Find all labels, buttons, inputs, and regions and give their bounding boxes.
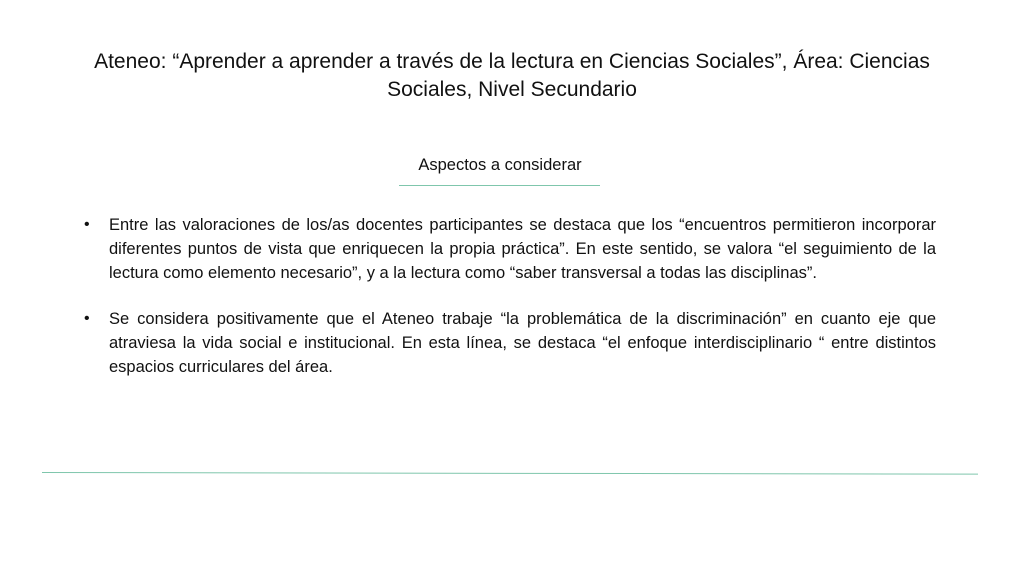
- bullet-item-1: [84, 213, 936, 285]
- bullet-list: [84, 213, 936, 401]
- bullet-text: Entre las valoraciones de los/as docentes participantes se destaca que los “encuentros permitieron incorporar diferentes puntos de vista que enriquecen la propia práctica”. En este sentido, se valora “el seguimiento de la lectura como elemento necesario”, y a la lectura como “saber transversal a todas las disciplinas”.: [109, 216, 936, 282]
- bullet-item-2: [84, 307, 936, 379]
- subtitle-underline: [399, 185, 600, 186]
- bullet-marker: •: [84, 310, 90, 327]
- bullet-marker: •: [84, 216, 90, 233]
- bullet-text: Se considera positivamente que el Ateneo trabaje “la problemática de la discriminación” en cuanto eje que atraviesa la vida social e institucional. En esta línea, se destaca “el enfoque interdisciplinario “ entre distintos espacios curriculares del área.: [109, 310, 936, 376]
- slide-title: Ateneo: “Aprender a aprender a través de la lectura en Ciencias Sociales”, Área: Ciencias Sociales, Nivel Secundario: [94, 50, 930, 101]
- footer-divider: [42, 472, 978, 475]
- section-subtitle: Aspectos a considerar: [418, 156, 582, 174]
